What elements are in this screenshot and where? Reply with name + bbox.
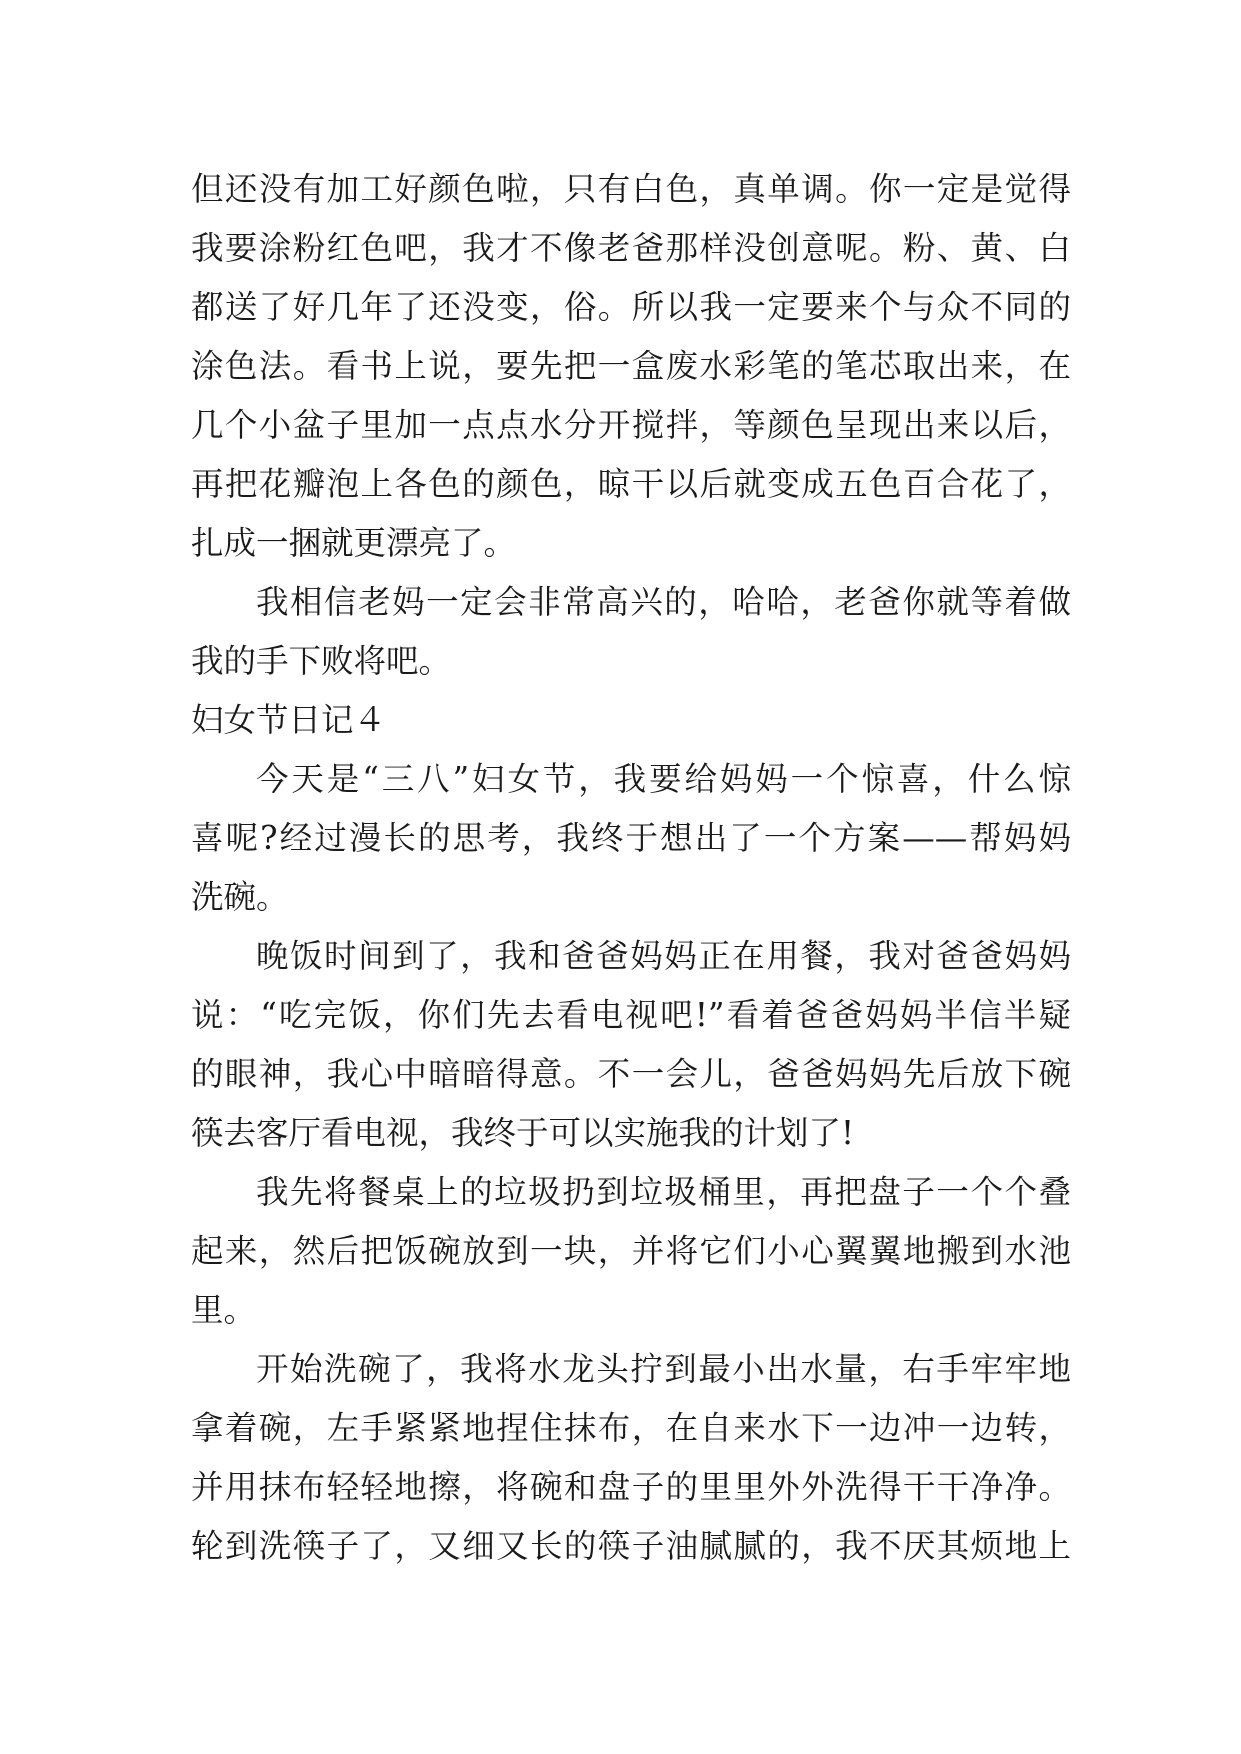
text-line: 拿着碗，左手紧紧地捏住抹布，在自来水下一边冲一边转， bbox=[191, 1409, 1071, 1447]
text-line: 今天是“三八”妇女节，我要给妈妈一个惊喜，什么惊 bbox=[256, 760, 1071, 798]
text-line: 但还没有加工好颜色啦，只有白色，真单调。你一定是觉得 bbox=[191, 170, 1071, 208]
text-line: 起来，然后把饭碗放到一块，并将它们小心翼翼地搬到水池 bbox=[191, 1232, 1071, 1270]
text-line: 喜呢?经过漫长的思考，我终于想出了一个方案——帮妈妈 bbox=[191, 819, 1071, 857]
text-line: 轮到洗筷子了，又细又长的筷子油腻腻的，我不厌其烦地上 bbox=[191, 1527, 1071, 1565]
text-line: 涂色法。看书上说，要先把一盒废水彩笔的笔芯取出来，在 bbox=[191, 347, 1071, 385]
text-line: 几个小盆子里加一点点水分开搅拌，等颜色呈现出来以后， bbox=[191, 406, 1071, 444]
text-line: 说：“吃完饭，你们先去看电视吧!”看着爸爸妈妈半信半疑 bbox=[191, 996, 1071, 1034]
text-line: 洗碗。 bbox=[191, 878, 289, 916]
document-body bbox=[191, 160, 1071, 1576]
text-line: 我相信老妈一定会非常高兴的，哈哈，老爸你就等着做 bbox=[256, 583, 1071, 621]
text-line: 并用抹布轻轻地擦，将碗和盘子的里里外外洗得干干净净。 bbox=[191, 1468, 1071, 1506]
text-line: 晚饭时间到了，我和爸爸妈妈正在用餐，我对爸爸妈妈 bbox=[256, 937, 1071, 975]
text-line: 再把花瓣泡上各色的颜色，晾干以后就变成五色百合花了， bbox=[191, 465, 1071, 503]
text-line: 我先将餐桌上的垃圾扔到垃圾桶里，再把盘子一个个叠 bbox=[256, 1173, 1071, 1211]
text-line: 的眼神，我心中暗暗得意。不一会儿，爸爸妈妈先后放下碗 bbox=[191, 1055, 1071, 1093]
text-line: 开始洗碗了，我将水龙头拧到最小出水量，右手牢牢地 bbox=[256, 1350, 1071, 1388]
text-line: 扎成一捆就更漂亮了。 bbox=[191, 524, 517, 562]
text-line: 里。 bbox=[191, 1291, 257, 1329]
section-heading: 妇女节日记４ bbox=[191, 701, 387, 739]
text-line: 筷去客厅看电视，我终于可以实施我的计划了! bbox=[191, 1114, 855, 1152]
text-line: 都送了好几年了还没变，俗。所以我一定要来个与众不同的 bbox=[191, 288, 1071, 326]
text-line: 我要涂粉红色吧，我才不像老爸那样没创意呢。粉、黄、白 bbox=[191, 229, 1071, 267]
text-line: 我的手下败将吧。 bbox=[191, 642, 452, 680]
